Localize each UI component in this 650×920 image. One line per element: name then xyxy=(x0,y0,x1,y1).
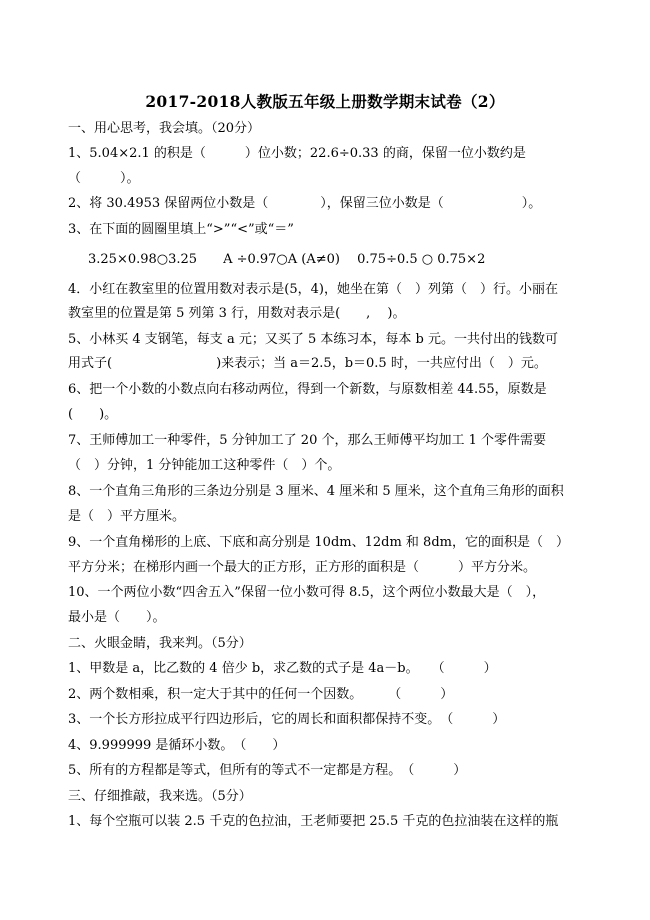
section-2-heading: 二、火眼金睛，我来判。（5分） xyxy=(68,636,252,651)
question-line: 10、一个两位小数“四舍五入”保留一位小数可得 8.5，这个两位小数最大是（ ）， xyxy=(68,585,546,600)
question-line: 用式子( )来表示；当 a＝2.5，b＝0.5 时，一共应付出（ ）元。 xyxy=(68,356,547,371)
question-line: 5、所有的方程都是等式，但所有的等式不一定都是方程。 （ ） xyxy=(68,763,467,778)
question-line: 9、一个直角梯形的上底、下底和高分别是 10dm、12dm 和 8dm，它的面积是（ ） xyxy=(68,535,569,550)
question-line: 2、两个数相乘，积一定大于其中的任何一个因数。 （ ） xyxy=(68,687,454,702)
question-line: 最小是（ ）。 xyxy=(68,610,166,625)
question-line: 1、每个空瓶可以装 2.5 千克的色拉油，王老师要把 25.5 千克的色拉油装在这样的瓶 xyxy=(68,814,559,829)
question-line: 3.25×0.98○3.25 A ÷0.97○A (A≠0) 0.75÷0.5 ○ 0.75×2 xyxy=(88,252,486,267)
question-line: 7、王师傅加工一种零件，5 分钟加工了 20 个，那么王师傅平均加工 1 个零件需要 xyxy=(68,433,547,448)
section-3-heading: 三、仔细推敲，我来选。（5分） xyxy=(68,789,252,804)
question-line: 3、一个长方形拉成平行四边形后，它的周长和面积都保持不变。 （ ） xyxy=(68,712,506,727)
exam-title: 2017-2018人教版五年级上册数学期末试卷（2） xyxy=(145,92,505,111)
question-line: 4．小红在教室里的位置用数对表示是(5，4)，她坐在第（ ）列第（ ）行。小丽在 xyxy=(68,282,558,297)
question-line: （ ）。 xyxy=(68,171,140,186)
question-line: 1、甲数是 a，比乙数的 4 倍少 b，求乙数的式子是 4a－b。 （ ） xyxy=(68,661,497,676)
question-line: 8、一个直角三角形的三条边分别是 3 厘米、4 厘米和 5 厘米，这个直角三角形的面积 xyxy=(68,484,564,499)
question-line: 1、5.04×2.1 的积是（ ）位小数；22.6÷0.33 的商，保留一位小数约是 xyxy=(68,146,526,161)
question-line: ( )。 xyxy=(68,407,118,422)
question-line: 教室里的位置是第 5 列第 3 行，用数对表示是( , )。 xyxy=(68,306,406,321)
question-line: 6、把一个小数的小数点向右移动两位，得到一个新数，与原数相差 44.55，原数是 xyxy=(68,382,547,397)
question-line: 平方分米；在梯形内画一个最大的正方形，正方形的面积是（ ）平方分米。 xyxy=(68,560,537,575)
question-line: 2、将 30.4953 保留两位小数是（ ），保留三位小数是（ ）。 xyxy=(68,196,542,211)
question-line: 5、小林买 4 支钢笔，每支 a 元；又买了 5 本练习本，每本 b 元。一共付出的钱数可 xyxy=(68,332,558,347)
section-1-heading: 一、用心思考，我会填。（20分） xyxy=(68,121,261,136)
question-line: 4、9.999999 是循环小数。 （ ） xyxy=(68,738,286,753)
question-line: （ ）分钟，1 分钟能加工这种零件（ ）个。 xyxy=(68,458,341,473)
question-line: 3、在下面的圆圈里填上“>”“<”或“＝” xyxy=(68,222,294,237)
question-line: 是（ ）平方厘米。 xyxy=(68,509,186,524)
